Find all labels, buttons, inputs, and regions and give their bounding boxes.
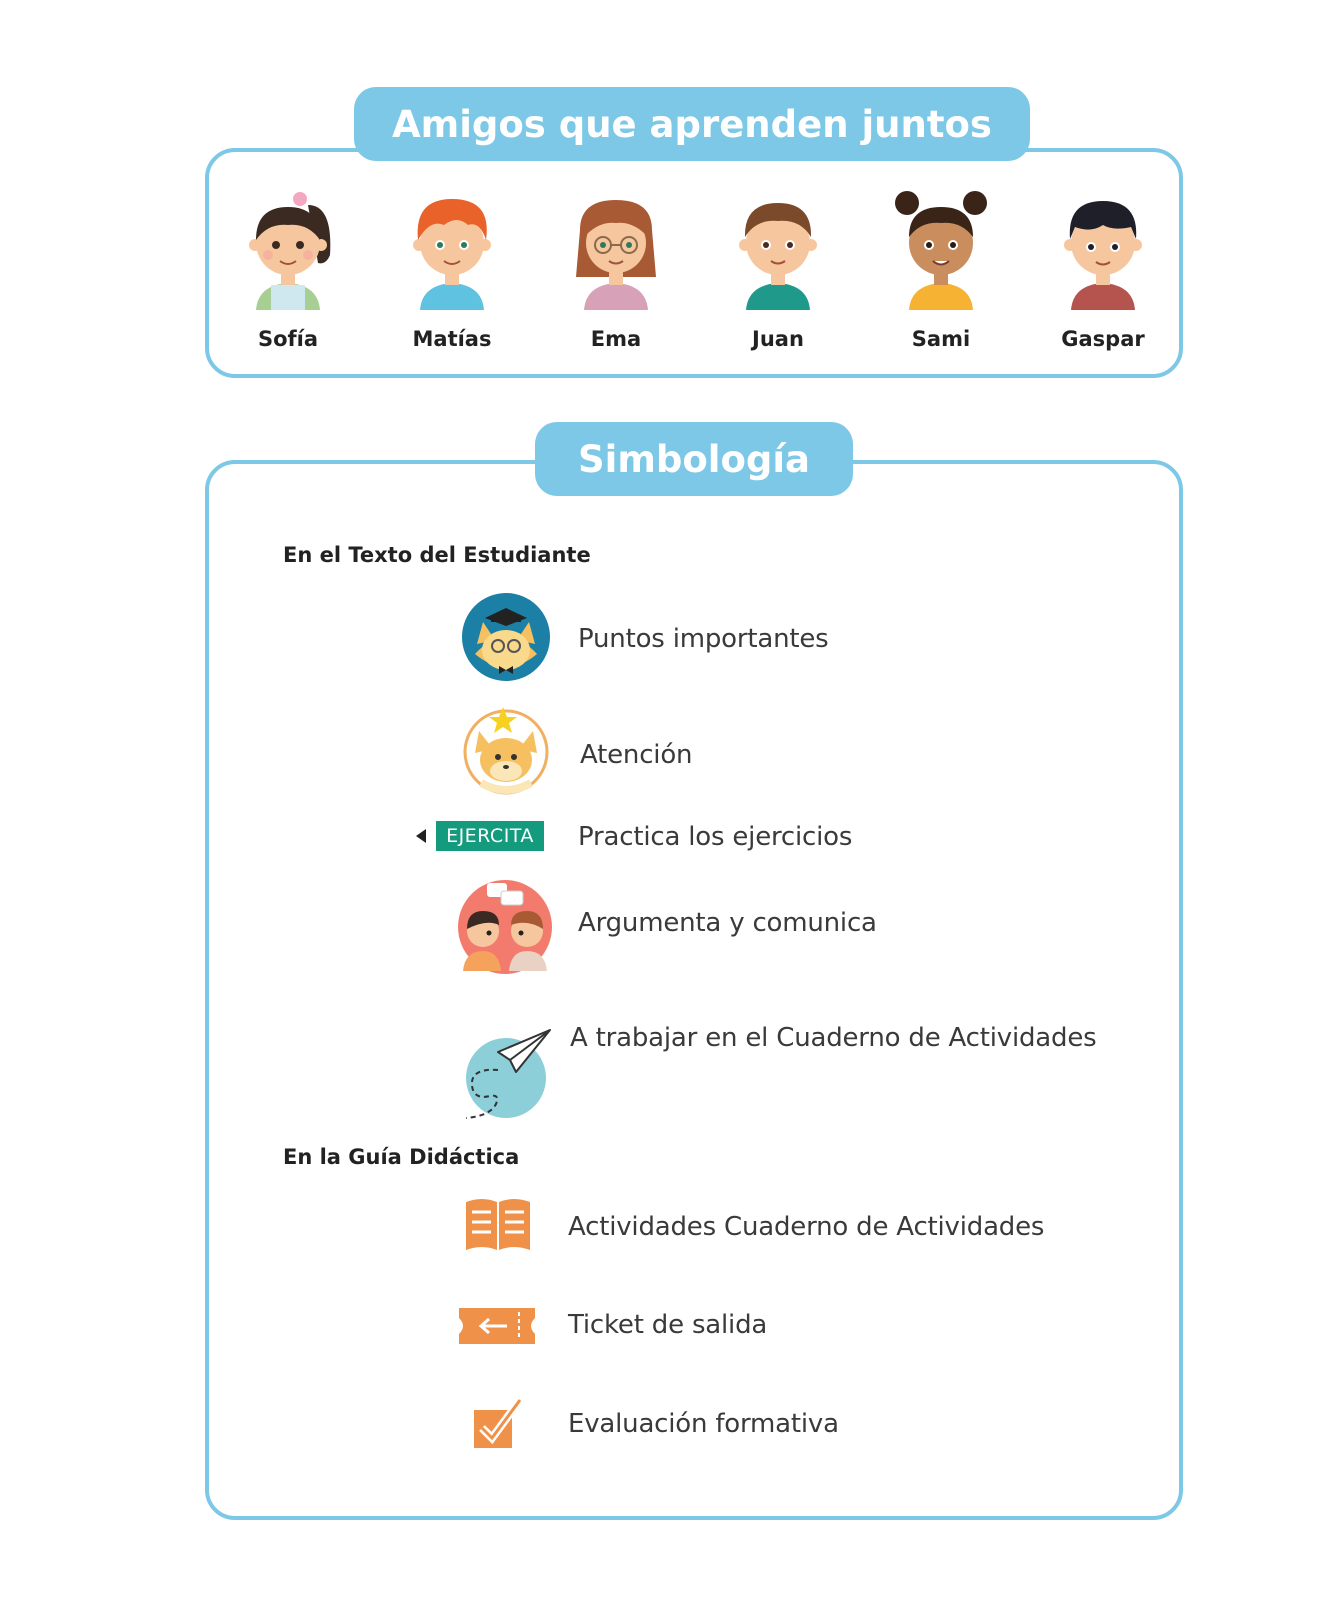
boy-darkhair-avatar-icon bbox=[1053, 185, 1153, 315]
checkbox-icon bbox=[470, 1396, 526, 1452]
puntos-importantes-label: Puntos importantes bbox=[578, 624, 829, 654]
boy-redhair-avatar-icon bbox=[402, 185, 502, 315]
friends-title: Amigos que aprenden juntos bbox=[354, 87, 1030, 161]
triangle-left-icon bbox=[416, 829, 426, 843]
fox-star-icon bbox=[461, 705, 551, 795]
cuaderno-actividades-label: A trabajar en el Cuaderno de Actividades bbox=[570, 1023, 1097, 1053]
kid-name: Gaspar bbox=[1061, 327, 1145, 351]
open-book-icon bbox=[462, 1196, 534, 1252]
kid-gaspar bbox=[1038, 185, 1168, 351]
atencion-label: Atención bbox=[580, 740, 693, 770]
kid-name: Sofía bbox=[257, 327, 319, 351]
paper-plane-icon bbox=[460, 1024, 556, 1120]
kids-talking-icon bbox=[457, 879, 553, 975]
kid-sami bbox=[876, 185, 1006, 351]
kid-sofia bbox=[223, 185, 353, 351]
girl-puffs-avatar-icon bbox=[891, 185, 991, 315]
kid-name: Sami bbox=[911, 327, 971, 351]
boy-brownhair-avatar-icon bbox=[728, 185, 828, 315]
guide-heading: En la Guía Didáctica bbox=[283, 1145, 520, 1169]
kid-ema bbox=[551, 185, 681, 351]
kid-name: Juan bbox=[752, 327, 804, 351]
exit-ticket-icon bbox=[457, 1306, 537, 1346]
symbols-title: Simbología bbox=[535, 422, 853, 496]
student-text-heading: En el Texto del Estudiante bbox=[283, 543, 591, 567]
kid-name: Ema bbox=[590, 327, 642, 351]
evaluacion-formativa-label: Evaluación formativa bbox=[568, 1409, 839, 1439]
kid-matias bbox=[387, 185, 517, 351]
ticket-salida-label: Ticket de salida bbox=[568, 1310, 768, 1340]
ejercita-tag-icon: EJERCITA bbox=[436, 821, 544, 851]
actividades-cuaderno-label: Actividades Cuaderno de Actividades bbox=[568, 1212, 1045, 1242]
practica-ejercicios-label: Practica los ejercicios bbox=[578, 822, 853, 852]
girl-ponytail-avatar-icon bbox=[238, 185, 338, 315]
kid-name: Matías bbox=[412, 327, 492, 351]
argumenta-comunica-label: Argumenta y comunica bbox=[578, 908, 877, 938]
fox-graduate-icon bbox=[461, 592, 551, 682]
symbols-frame bbox=[205, 460, 1183, 1520]
girl-glasses-avatar-icon bbox=[566, 185, 666, 315]
kid-juan bbox=[713, 185, 843, 351]
